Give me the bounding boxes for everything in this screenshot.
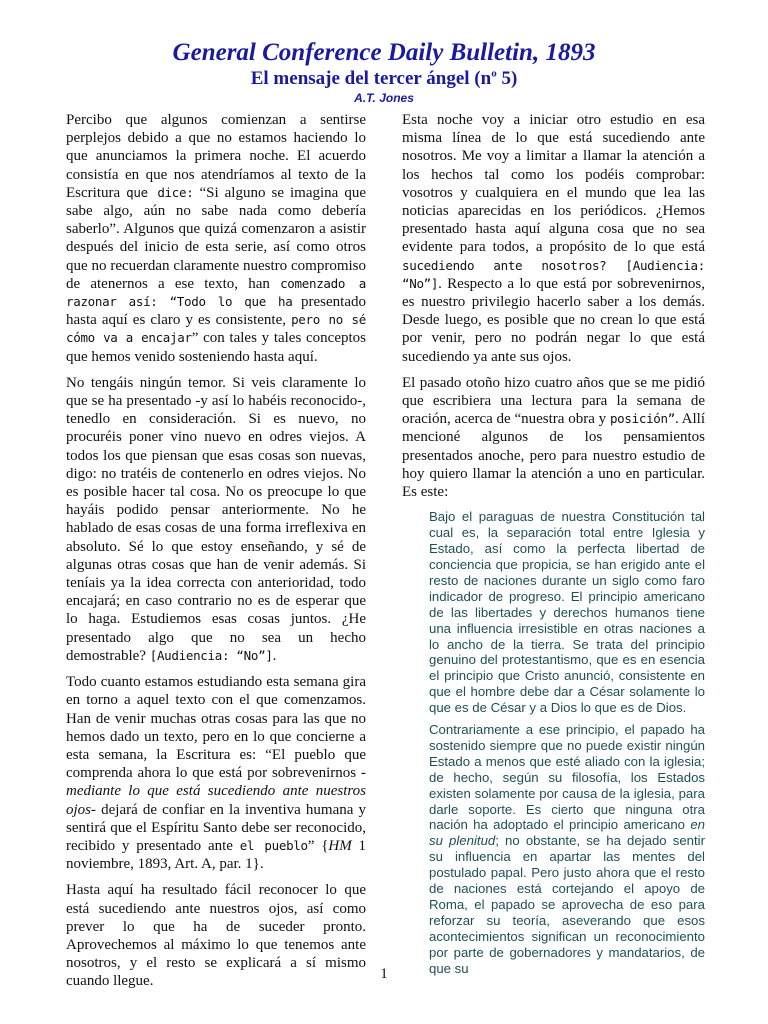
- italic-run: HM: [328, 837, 352, 854]
- text-run: - dejará de confiar en la inventiva humana y sentirá que el Espíritu Santo debe ser reconocido, recibido y presentado ante: [66, 801, 366, 854]
- italic-run: mediante lo que está sucediendo ante nuestros ojos: [66, 783, 366, 818]
- left-column: [66, 111, 366, 999]
- text-run: El pasado otoño hizo cuatro años que se me pidió que escribiera una lectura para la semana de oración, acerca de “nuestra obra y: [402, 374, 705, 428]
- paragraph-3: [66, 673, 366, 873]
- paragraph-2: [66, 374, 366, 665]
- paragraph-5: [402, 111, 705, 366]
- text-run: pero no sé cómo va a encajar: [66, 312, 366, 346]
- text-run: . Respecto a lo que está por sobrevenirnos, es nuestro privilegio hacerlo saber a los demás. Desde luego, es posible que no crean lo que está por venir, pero no podrán negar lo que está sucediendo ya ante sus ojos.: [402, 275, 705, 365]
- page-title: General Conference Daily Bulletin, 1893: [172, 39, 596, 66]
- text-run: ; no obstante, se ha dejado sentir su influencia en apartar las mentes del postulado papal. Pero justo ahora que el resto de naciones está cortejando el apoyo de Roma, el papado se aprovecha de eso para reforzar su teoría, aseverando que esos acontecimientos significan un reconocimiento por parte de gobernadores y mandatarios, de que su: [429, 833, 705, 976]
- subtitle-superscript: o: [491, 67, 497, 80]
- text-run: sucediendo ante nosotros? [Audiencia: “No”]: [402, 257, 705, 291]
- block-quote-2: [402, 722, 705, 977]
- text-run: 1 noviembre, 1893, Art. A, par. 1}.: [66, 837, 367, 873]
- subtitle-text: El mensaje del tercer ángel (n: [250, 68, 492, 89]
- text-run: ” {: [307, 837, 329, 854]
- author-line: A.T. Jones: [354, 91, 414, 105]
- text-run: que dice:: [126, 184, 194, 200]
- paragraph-1: [66, 111, 366, 366]
- document-header: [0, 38, 768, 105]
- italic-run: en su plenitud: [429, 817, 705, 849]
- text-run: Todo cuanto estamos estudiando esta semana gira en torno a aquel texto con el que comenzamos. Han de venir muchas otras cosas para las que no hemos dado un texto, pero en lo que concierne a esta semana, la Escritura es: “El pueblo que comprenda ahora lo que está por sobrevenirnos -: [66, 674, 366, 782]
- text-run: Esta noche voy a iniciar otro estudio en esa misma línea de lo que está sucediendo ante nosotros. Me voy a limitar a llamar la atención a los hechos tal como los podéis comprobar: vosotros y cualquiera en el mundo que lea las noticias aparecidas en los periódicos. ¿Hemos presentado hasta aquí alguna cosa que no sea evidente para todos, a propósito de lo que está: [402, 112, 705, 256]
- right-column: [402, 111, 705, 983]
- text-run: .: [272, 647, 277, 664]
- page-subtitle: [0, 68, 768, 90]
- text-run: presentado hasta aquí es claro y es consistente,: [66, 294, 366, 329]
- text-run: [Audiencia: “No”]: [149, 647, 273, 663]
- text-run: “Si alguno se imagina que sabe algo, aún no sabe nada como debería saberlo”. Algunos que quizá comenzaron a asistir después del inicio de esta serie, así como otros que no recuerdan claramente nuestro compromiso de atenernos a ese texto, han: [66, 184, 366, 292]
- text-run: el pueblo: [239, 837, 308, 853]
- text-run: Percibo que algunos comienzan a sentirse perplejos debido a que no estamos haciendo lo que anunciamos la primera noche. El acuerdo consistía en que nos atendríamos al texto de la Escritura: [66, 112, 366, 201]
- paragraph-6: [402, 374, 705, 501]
- text-run: . Allí mencioné algunos de los pensamientos presentados anoche, pero para nuestro estudio de hoy quiero llamar la atención a uno en particular. Es este:: [402, 411, 705, 501]
- block-quote-1: Bajo el paraguas de nuestra Constitución tal cual es, la separación total entre Iglesia y Estado, así como la perfecta libertad de conciencia que propicia, se han erigido ante el resto de naciones durante un siglo como faro indicador de progreso. El principio americano de las libertades y derechos humanos tiene una influencia irresistible en otras naciones a lo ancho de la tierra. Se trata del principio genuino del protestantismo, que es en esencia el principio que Cristo anunció, consistente en que el hombre debe dar a César solamente lo que es de César y a Dios lo que es de Dios.: [429, 509, 705, 716]
- text-run: ” con tales y tales conceptos que hemos venido sosteniendo hasta aquí.: [66, 330, 366, 365]
- text-run: comenzado a razonar así: “Todo lo que ha: [66, 275, 366, 310]
- page-number: 1: [380, 966, 388, 982]
- text-run: No tengáis ningún temor. Si veis claramente lo que se ha presentado -y así lo habéis reconocido-, tenedlo en consideración. Si es nuevo, no procuréis poner vino nuevo en odres viejos. A todos los que piensan que esas cosas son nuevas, digo: no tratéis de contenerlo en odres viejos. No es posible hacer tal cosa. No os preocupe lo que hayáis podido pensar anteriormente. No he hablado de esas cosas de una forma irreflexiva en absoluto. Sé lo que estoy enseñando, y sé de algunas otras cosas que han de venir además. Si teníais ya la idea correcta con anterioridad, todo encajará; en caso contrario no es de esperar que lo haga. Estudiemos esas cosas juntos. ¿He presentado algo que no sea un hecho demostrable?: [66, 374, 366, 664]
- paragraph-4: Hasta aquí ha resultado fácil reconocer lo que está sucediendo ante nuestros ojos, así como prever lo que ha de suceder pronto. Aprovechemos al máximo lo que tenemos ante nosotros, y el resto se explicará a sí mismo cuando llegue.: [66, 882, 366, 990]
- subtitle-number: 5): [496, 68, 518, 89]
- text-run: Contrariamente a ese principio, el papado ha sostenido siempre que no puede existir ningún Estado a menos que esté aliado con la iglesia; de hecho, según su filosofía, los Estados existen solamente por causa de la iglesia, para darle soporte. Es cierto que ninguna otra nación ha adoptado el principio americano: [429, 722, 705, 833]
- text-run: posición”: [609, 411, 675, 427]
